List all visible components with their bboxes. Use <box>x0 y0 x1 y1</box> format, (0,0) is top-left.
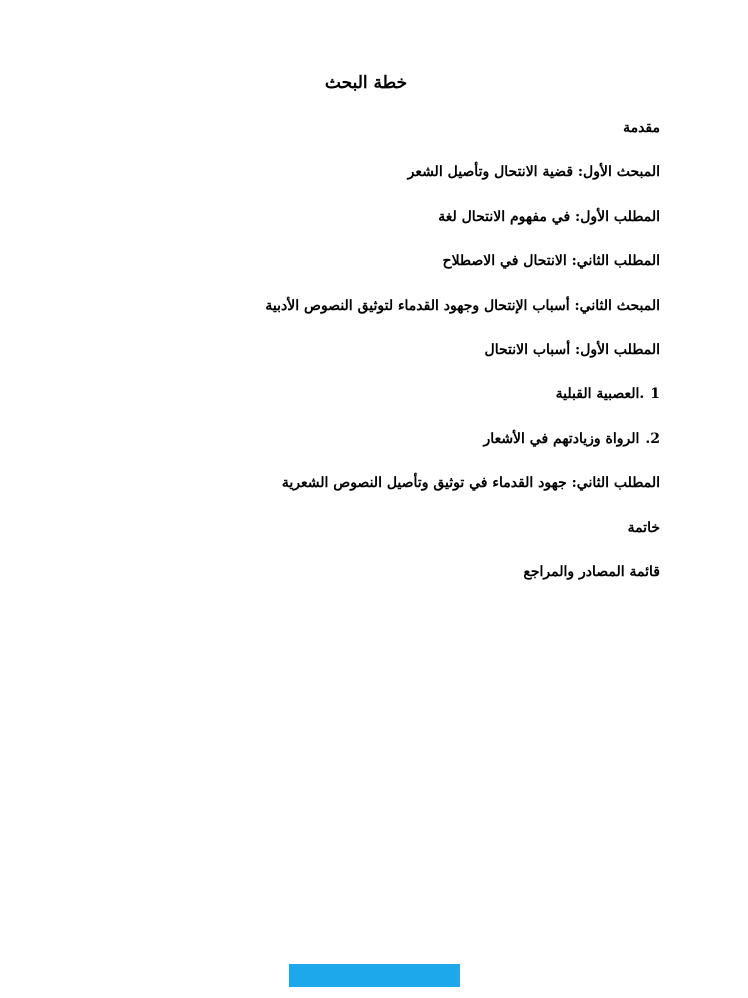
outline-item-text: المطلب الثاني: الانتحال في الاصطلاح <box>442 253 660 270</box>
outline-item-section-2 <box>140 292 660 336</box>
outline-item-text: المبحث الأول: قضية الانتحال وتأصيل الشعر <box>407 164 660 181</box>
outline-item-conclusion <box>140 514 660 558</box>
outline-item-text: قائمة المصادر والمراجع <box>523 563 660 580</box>
footer-bar <box>289 964 460 987</box>
page-title: خطة البحث <box>324 73 408 93</box>
outline-item-numbered-2 <box>140 425 660 469</box>
outline-item-text: .العصبية القبلية <box>555 386 645 403</box>
outline-item-section-1-subsection-1 <box>140 203 660 247</box>
outline-item-number: 2. <box>645 430 660 447</box>
outline-item-text: خاتمة <box>627 519 660 536</box>
outline-item-text: المطلب الأول: في مفهوم الانتحال لغة <box>438 208 660 225</box>
outline-item-number: 1 <box>650 386 660 403</box>
outline-item-text: الرواة وزيادتهم في الأشعار <box>483 430 640 447</box>
outline-item-text: المطلب الثاني: جهود القدماء في توثيق وتأصيل النصوص الشعرية <box>281 475 660 492</box>
outline-item-text: مقدمة <box>623 120 660 136</box>
outline-item-text: المبحث الثاني: أسباب الإنتحال وجهود القدماء لتوثيق النصوص الأدبية <box>265 297 660 314</box>
outline-item-section-2-subsection-2 <box>140 469 660 513</box>
outline-item-references <box>140 558 660 602</box>
outline-item-section-1 <box>140 158 660 202</box>
outline-item-section-2-subsection-1 <box>140 336 660 380</box>
outline-item-text: المطلب الأول: أسباب الانتحال <box>484 341 660 358</box>
outline-item-introduction <box>140 114 660 158</box>
outline-item-section-1-subsection-2 <box>140 247 660 291</box>
outline-list <box>140 114 660 602</box>
outline-item-numbered-1 <box>140 380 660 424</box>
